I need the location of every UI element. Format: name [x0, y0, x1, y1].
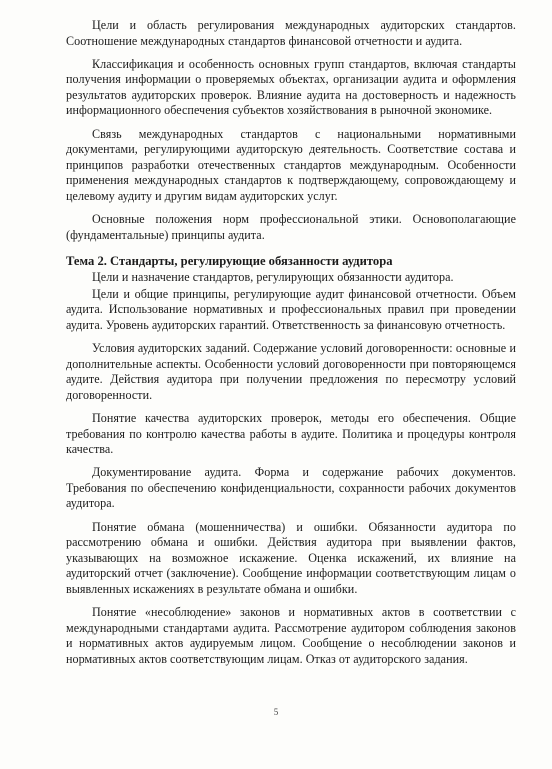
paragraph-topic2-7: Понятие «несоблюдение» законов и нормативных актов в соответствии с международными стандартами аудита. Рассмотрение аудитором соблюдения законов и нормативных актов аудируемым лицом. Сообщение о несоблюдении законов и нормативных актов соответствующим лицам. Отказ от аудиторского задания.	[66, 605, 516, 666]
paragraph-topic2-5: Документирование аудита. Форма и содержание рабочих документов. Требования по обеспечению конфиденциальности, сохранности рабочих документов аудитора.	[66, 465, 516, 511]
paragraph-intro-4: Основные положения норм профессиональной этики. Основополагающие (фундаментальные) принципы аудита.	[66, 212, 516, 242]
section-heading-topic-2: Тема 2. Стандарты, регулирующие обязанности аудитора	[66, 254, 393, 269]
paragraph-intro-2: Классификация и особенность основных групп стандартов, включая стандарты получения информации о проверяемых объектах, организации аудита и оформления результатов аудиторских проверок. Влияние аудита на достоверность и надежность информационного обеспечения субъектов хозяйствования в рыночной экономике.	[66, 56, 516, 118]
page-body	[66, 18, 516, 675]
paragraph-topic2-2: Цели и общие принципы, регулирующие аудит финансовой отчетности. Объем аудита. Использование нормативных и профессиональных правил при проведении аудита. Уровень аудиторских гарантий. Ответственность за финансовую отчетность.	[66, 286, 516, 332]
paragraph-intro-1: Цели и область регулирования международных аудиторских стандартов. Соотношение международных стандартов финансовой отчетности и аудита.	[66, 18, 516, 48]
paragraph-topic2-4: Понятие качества аудиторских проверок, методы его обеспечения. Общие требования по контролю качества работы в аудите. Политика и процедуры контроля качества.	[66, 410, 516, 457]
paragraph-topic2-6: Понятие обмана (мошенничества) и ошибки. Обязанности аудитора по рассмотрению обмана и ошибки. Действия аудитора при выявлении фактов, указывающих на возможное искажение. Оценка искажений, их влияние на аудиторский отчет (заключение). Сообщение информации соответствующим лицам о выявленных искажениях в результате обмана и ошибки.	[66, 519, 516, 596]
paragraph-intro-3: Связь международных стандартов с национальными нормативными документами, регулирующими аудиторскую деятельность. Соответствие состава и принципов разработки отечественных стандартов международным. Особенности применения международных стандартов к подтверждающему, сопровождающему и целевому аудиту и другим видам аудиторских услуг.	[66, 126, 516, 203]
paragraph-topic2-3: Условия аудиторских заданий. Содержание условий договоренности: основные и дополнительные аспекты. Особенности условий договоренности при повторяющемся аудите. Действия аудитора при получении предложения по пересмотру условий договоренности.	[66, 341, 516, 402]
page-number: 5	[273, 707, 279, 717]
paragraph-topic2-1: Цели и назначение стандартов, регулирующих обязанности аудитора.	[92, 270, 454, 285]
